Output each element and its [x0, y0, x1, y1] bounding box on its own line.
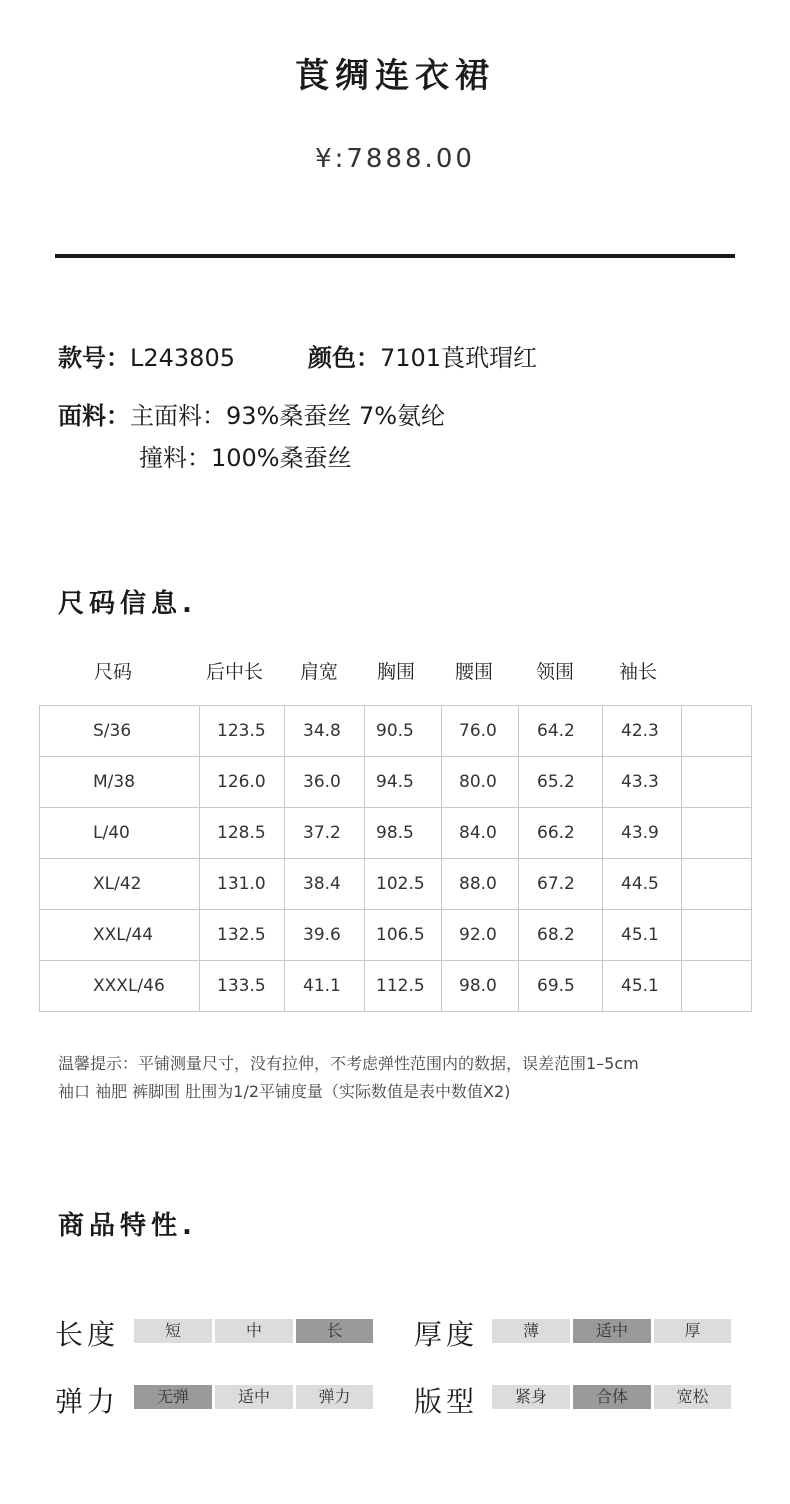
cell-back-length: 133.5	[200, 961, 285, 1012]
feature-label-thickness: 厚度	[414, 1318, 479, 1351]
cell-size: M/38	[40, 757, 200, 808]
cell-waist: 98.0	[442, 961, 519, 1012]
cell-bust: 112.5	[365, 961, 442, 1012]
feature-label-length: 长度	[55, 1318, 120, 1351]
cell-size: XXXL/46	[40, 961, 200, 1012]
feature-option-fit-regular: 合体	[573, 1385, 651, 1409]
col-header-waist: 腰围	[455, 661, 494, 683]
cell-waist: 80.0	[442, 757, 519, 808]
feature-option-length-medium: 中	[215, 1319, 293, 1343]
cell-bust: 106.5	[365, 910, 442, 961]
table-row	[40, 961, 752, 1012]
cell-waist: 84.0	[442, 808, 519, 859]
fabric-main: 主面料：93%桑蚕丝 7%氨纶	[130, 402, 446, 430]
feature-label-elasticity: 弹力	[55, 1385, 120, 1418]
measurement-note-line2: 袖口 袖肥 裤脚围 肚围为1/2平铺度量（实际数值是表中数值X2)	[58, 1082, 511, 1101]
col-header-bust: 胸围	[377, 661, 416, 683]
cell-sleeve: 42.3	[603, 706, 682, 757]
cell-collar: 67.2	[519, 859, 603, 910]
cell-empty	[682, 757, 752, 808]
cell-empty	[682, 961, 752, 1012]
cell-bust: 90.5	[365, 706, 442, 757]
style-number-label: 款号：	[58, 344, 130, 372]
product-title: 莨绸连衣裙	[295, 56, 495, 96]
cell-waist: 92.0	[442, 910, 519, 961]
feature-option-thickness-thin: 薄	[492, 1319, 570, 1343]
cell-collar: 65.2	[519, 757, 603, 808]
feature-option-thickness-medium: 适中	[573, 1319, 651, 1343]
cell-bust: 98.5	[365, 808, 442, 859]
cell-waist: 76.0	[442, 706, 519, 757]
feature-option-length-short: 短	[134, 1319, 212, 1343]
cell-sleeve: 45.1	[603, 961, 682, 1012]
table-row	[40, 859, 752, 910]
fabric-contrast: 撞料：100%桑蚕丝	[139, 444, 352, 472]
table-row	[40, 757, 752, 808]
cell-size: XL/42	[40, 859, 200, 910]
col-header-size: 尺码	[94, 661, 133, 683]
cell-collar: 66.2	[519, 808, 603, 859]
size-table	[39, 705, 752, 1012]
col-header-shoulder: 肩宽	[300, 661, 339, 683]
cell-empty	[682, 808, 752, 859]
style-number	[58, 338, 235, 373]
cell-size: L/40	[40, 808, 200, 859]
feature-option-length-long: 长	[296, 1319, 373, 1343]
feature-option-fit-tight: 紧身	[492, 1385, 570, 1409]
cell-shoulder: 34.8	[285, 706, 365, 757]
cell-back-length: 132.5	[200, 910, 285, 961]
cell-back-length: 123.5	[200, 706, 285, 757]
feature-option-thickness-thick: 厚	[654, 1319, 731, 1343]
table-row	[40, 910, 752, 961]
fabric-info	[58, 396, 445, 431]
cell-shoulder: 36.0	[285, 757, 365, 808]
measurement-note-line1: 温馨提示：平铺测量尺寸，没有拉伸，不考虑弹性范围内的数据，误差范围1–5cm	[58, 1054, 639, 1073]
feature-label-fit: 版型	[414, 1385, 479, 1418]
cell-size: S/36	[40, 706, 200, 757]
cell-back-length: 126.0	[200, 757, 285, 808]
feature-option-elasticity-none: 无弹	[134, 1385, 212, 1409]
feature-option-elasticity-medium: 适中	[215, 1385, 293, 1409]
col-header-back-length: 后中长	[206, 661, 264, 683]
cell-collar: 69.5	[519, 961, 603, 1012]
cell-back-length: 131.0	[200, 859, 285, 910]
cell-sleeve: 44.5	[603, 859, 682, 910]
cell-size: XXL/44	[40, 910, 200, 961]
cell-back-length: 128.5	[200, 808, 285, 859]
size-section-title: 尺码信息.	[58, 589, 197, 619]
header-divider	[55, 254, 735, 258]
cell-collar: 64.2	[519, 706, 603, 757]
feature-option-fit-loose: 宽松	[654, 1385, 731, 1409]
table-row	[40, 706, 752, 757]
style-number-value: L243805	[130, 344, 235, 372]
cell-shoulder: 39.6	[285, 910, 365, 961]
col-header-collar: 领围	[536, 661, 575, 683]
cell-sleeve: 45.1	[603, 910, 682, 961]
cell-empty	[682, 859, 752, 910]
cell-empty	[682, 910, 752, 961]
fabric-label: 面料：	[58, 402, 130, 430]
col-header-sleeve: 袖长	[619, 661, 658, 683]
cell-bust: 94.5	[365, 757, 442, 808]
cell-shoulder: 37.2	[285, 808, 365, 859]
color-label: 颜色：	[308, 344, 380, 372]
cell-waist: 88.0	[442, 859, 519, 910]
table-row	[40, 808, 752, 859]
cell-sleeve: 43.3	[603, 757, 682, 808]
feature-option-elasticity-stretch: 弹力	[296, 1385, 373, 1409]
features-section-title: 商品特性.	[58, 1211, 197, 1241]
cell-sleeve: 43.9	[603, 808, 682, 859]
color-info	[308, 338, 537, 373]
cell-shoulder: 38.4	[285, 859, 365, 910]
product-price: ¥:7888.00	[315, 144, 475, 174]
cell-shoulder: 41.1	[285, 961, 365, 1012]
color-value: 7101莨玳瑁红	[380, 344, 538, 372]
cell-empty	[682, 706, 752, 757]
cell-bust: 102.5	[365, 859, 442, 910]
cell-collar: 68.2	[519, 910, 603, 961]
